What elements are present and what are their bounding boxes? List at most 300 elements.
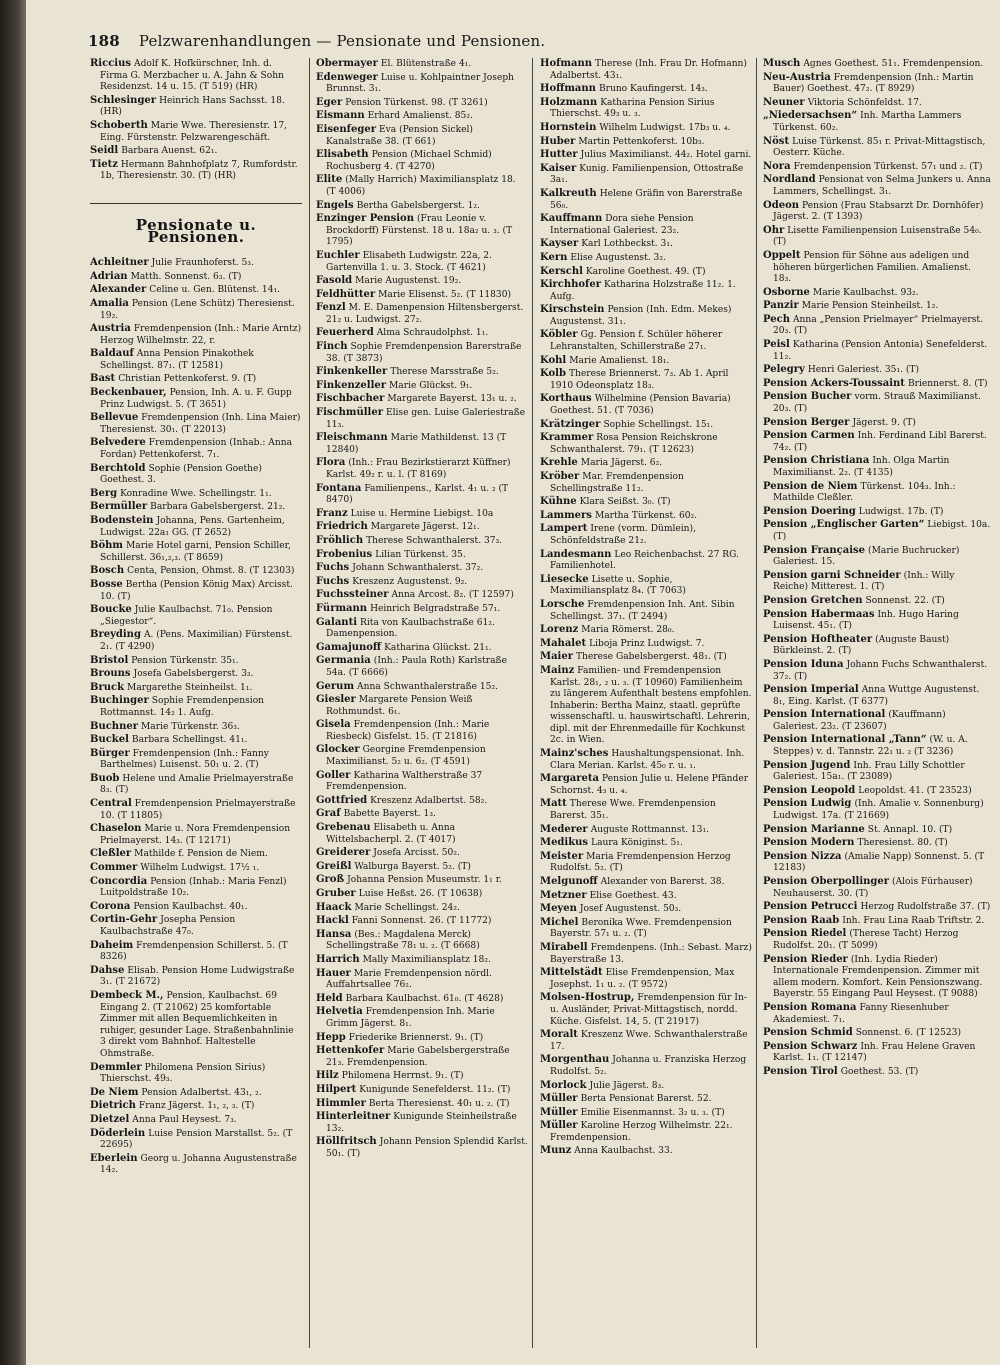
- list-item: [316, 562, 528, 575]
- entry-name: Pension Iduna: [763, 658, 844, 670]
- entry-name: Fischmüller: [316, 407, 383, 419]
- entry-details: Josefa Arcisst. 50₂.: [373, 848, 460, 859]
- entry-name: Commer: [90, 862, 138, 874]
- list-item: [763, 378, 991, 391]
- list-item: [90, 257, 302, 270]
- column-3: [540, 58, 752, 1358]
- entry-details: (Inh.: Paula Roth) Karlstraße 54a. (T 6666): [326, 656, 507, 678]
- list-item: [763, 455, 991, 479]
- entry-name: Pension Oberpollinger: [763, 876, 890, 887]
- list-item: [90, 145, 302, 158]
- entry-details: Herzog Rudolfstraße 37. (T): [860, 902, 991, 913]
- entry-details: Therese Marsstraße 5₂.: [390, 367, 499, 378]
- entry-name: Pension Rieder: [763, 953, 848, 965]
- entry-details: Briennerst. 8. (T): [907, 378, 988, 389]
- entry-name: Panzir: [763, 300, 799, 312]
- list-item: [316, 58, 528, 71]
- entry-details: (Therese Tacht) Herzog Rudolfst. 20₁. (T 5099): [773, 929, 959, 951]
- list-item: [316, 1045, 528, 1069]
- list-item: [316, 432, 528, 456]
- entry-name: Pension Petrucci: [763, 901, 858, 913]
- entry-details: Margarethe Steinheilst. 1₁.: [127, 682, 253, 693]
- entry-details: Beronika Wwe. Fremdenpension Bayerstr. 57₁ u. ₂. (T): [550, 917, 732, 940]
- list-item: [763, 851, 991, 875]
- list-item: [540, 97, 752, 121]
- entry-name: Haack: [316, 901, 352, 913]
- list-item: [540, 992, 752, 1028]
- entry-details: Katharina Waltherstraße 37 Fremdenpension.: [326, 770, 483, 793]
- list-item: [316, 200, 528, 213]
- list-item: [316, 822, 528, 846]
- entry-details: Julie Kaulbachst. 71₀. Pension „Siegestor“.: [100, 605, 273, 627]
- entry-details: Heinrich Hans Sachsst. 18. (HR): [100, 95, 285, 118]
- entry-name: Michel: [540, 916, 579, 928]
- list-item: [316, 213, 528, 249]
- list-item: [316, 1136, 528, 1160]
- entry-details: Wilhelm Ludwigst. 17b₃ u. ₄.: [599, 122, 731, 133]
- list-item: [763, 1066, 991, 1079]
- entry-details: Liebigst. 10a. (T): [773, 520, 991, 542]
- entry-details: Pension Julie u. Helene Pfänder Schornst. 4₃ u. ₄.: [550, 774, 749, 796]
- list-item: [763, 595, 991, 608]
- entry-details: Therese Gabelsbergerst. 48₁. (T): [575, 652, 727, 663]
- entry-name: Kayser: [540, 238, 579, 250]
- list-item: [90, 901, 302, 914]
- entry-name: Fuchs: [316, 562, 350, 574]
- entry-details: Pension Kaulbachst. 40₁.: [133, 901, 248, 912]
- entry-details: Theresienst. 80. (T): [857, 838, 948, 849]
- list-item: [90, 668, 302, 681]
- list-item: [90, 748, 302, 772]
- entry-details: Friederike Briennerst. 9₁. (T): [348, 1032, 484, 1043]
- entry-name: Kerschl: [540, 265, 583, 277]
- list-item: [90, 721, 302, 734]
- list-item: [90, 323, 302, 347]
- entry-details: Elise Augustenst. 3₂.: [570, 252, 666, 263]
- entry-details: Pension, Inh. A. u. F. Gupp Prinz Ludwigst. 5. (T 3651): [100, 388, 292, 410]
- list-item: [90, 940, 302, 964]
- entry-details: Eva (Pension Sickel) Kanalstraße 38. (T 661): [326, 124, 473, 147]
- entry-details: Hermann Bahnhofplatz 7, Rumfordstr. 1b, Theresienstr. 30. (T) (HR): [100, 159, 298, 182]
- list-item: [763, 915, 991, 928]
- list-item: [763, 136, 991, 160]
- list-item: [540, 238, 752, 251]
- entry-name: Pension Carmen: [763, 430, 855, 442]
- column-4: [763, 58, 991, 1358]
- list-item: [90, 876, 302, 900]
- entry-details: Anna Arcost. 8₂. (T 12597): [391, 590, 514, 601]
- list-item: [316, 861, 528, 874]
- list-item: [316, 124, 528, 148]
- list-item: [90, 463, 302, 487]
- entry-details: Auguste Rottmannst. 13₁.: [590, 824, 709, 835]
- entry-details: (Bes.: Magdalena Merck) Schellingstraße 78₁ u. ₂. (T 6668): [326, 929, 480, 952]
- entry-name: Pension Nizza: [763, 850, 842, 862]
- list-item: [540, 393, 752, 417]
- list-item: [316, 302, 528, 326]
- entry-name: Pension Raab: [763, 914, 840, 926]
- entry-details: Helene und Amalie Prielmayerstraße 8₃. (T): [100, 773, 294, 796]
- list-item: [763, 785, 991, 798]
- entry-name: Hoffmann: [540, 83, 596, 95]
- list-item: [316, 968, 528, 992]
- list-item: [90, 798, 302, 822]
- entry-details: Sophie Fremdenpension Rottmannst. 14₂ 1. Aufg.: [100, 696, 265, 718]
- entry-details: Pension Türkenstr. 35₁.: [131, 655, 239, 666]
- list-item: [90, 848, 302, 861]
- list-item: [316, 719, 528, 743]
- list-item: [540, 798, 752, 822]
- entry-name: Breyding: [90, 629, 141, 641]
- list-item: [540, 837, 752, 850]
- list-item: [316, 795, 528, 808]
- entry-details: Katharina Holzstraße 11₂. 1. Aufg.: [550, 280, 736, 302]
- entry-name: Lorenz: [540, 624, 579, 636]
- list-item: [763, 734, 991, 758]
- list-item: [540, 1080, 752, 1093]
- list-item: [763, 609, 991, 633]
- entry-details: Inh. Ferdinand Libl Barerst. 74₂. (T): [773, 431, 987, 453]
- entry-name: Belvedere: [90, 437, 146, 449]
- entry-details: (Marie Buchrucker) Galeriest. 15.: [773, 545, 960, 568]
- list-item: [540, 266, 752, 279]
- entry-details: Gg. Pension f. Schüler höherer Lehranstalten, Schillerstraße 27₁.: [550, 330, 723, 353]
- entry-name: Frobenius: [316, 548, 373, 560]
- entry-details: Emilie Eisenmannst. 3₂ u. ₃. (T): [580, 1107, 725, 1118]
- list-item: [316, 327, 528, 340]
- entry-name: Germania: [316, 655, 371, 667]
- entry-name: Müller: [540, 1093, 578, 1105]
- entry-name: Pension Jugend: [763, 759, 851, 771]
- list-item: [90, 488, 302, 501]
- list-item: [763, 876, 991, 900]
- list-item: [763, 339, 991, 363]
- entry-details: Berta Pensionat Barerst. 52.: [580, 1094, 712, 1105]
- entry-name: Nöst: [763, 135, 790, 147]
- entry-name: Pension Christiana: [763, 455, 870, 467]
- entry-name: Pension de Niem: [763, 480, 858, 492]
- list-item: [540, 213, 752, 237]
- entry-details: Marie Fremdenpension nördl. Auffahrtsallee 76₂.: [326, 968, 492, 991]
- list-item: [763, 901, 991, 914]
- entry-details: vorm. Strauß Maximilianst. 20₃. (T): [773, 392, 981, 415]
- list-item: [540, 510, 752, 523]
- column-1: [90, 58, 302, 1358]
- entry-name: Mittelstädt: [540, 967, 603, 979]
- entry-name: Pension International „Tann“: [763, 734, 927, 746]
- list-item: [763, 545, 991, 569]
- entry-details: Heinrich Belgradstraße 57₁.: [370, 603, 501, 614]
- entry-details: Kreszenz Adalbertst. 58₂.: [370, 795, 488, 806]
- entry-details: Wilhelmine (Pension Bavaria) Goethest. 51. (T 7036): [550, 394, 731, 417]
- entry-name: Ohr: [763, 224, 785, 236]
- entry-name: Munz: [540, 1145, 572, 1157]
- list-item: [316, 380, 528, 393]
- entry-details: Laura Königinst. 5₁.: [591, 838, 683, 849]
- list-item: [316, 694, 528, 718]
- list-item: [316, 275, 528, 288]
- entry-details: Therese Schwanthalerst. 37₃.: [366, 535, 503, 546]
- entry-name: Kirchhofer: [540, 279, 601, 291]
- list-item: [540, 523, 752, 547]
- entry-name: Landesmann: [540, 548, 612, 560]
- entry-name: Nordland: [763, 174, 816, 186]
- entry-details: Walburga Bayerst. 5₂. (T): [354, 861, 471, 872]
- entry-details: Elisab. Pension Home Ludwigstraße 3₁. (T 21672): [100, 965, 295, 988]
- entry-details: Anna Paul Heysest. 7₃.: [132, 1114, 237, 1125]
- entry-name: Müller: [540, 1120, 578, 1132]
- running-title: Pelzwarenhandlungen — Pensionate und Pensionen.: [138, 32, 546, 50]
- list-item: [540, 824, 752, 837]
- entry-name: Pension Habermaas: [763, 608, 875, 620]
- entry-name: Gruber: [316, 888, 356, 899]
- entry-details: Fremdenpension Inh. Ant. Sibin Schellingst. 37₁. (T 2494): [550, 599, 735, 622]
- entry-details: Elise Fremdenpension, Max Josephst. 1₁ u. ₂. (T 9572): [550, 968, 735, 990]
- entry-details: Katharina Glückst. 21₁.: [384, 642, 492, 653]
- entry-name: Mainz'sches: [540, 748, 609, 760]
- list-item: [763, 161, 991, 174]
- entry-details: Bertha (Pension König Max) Arcisst. 10. (T): [100, 579, 293, 602]
- entry-name: Peisl: [763, 339, 790, 351]
- entry-name: Austria: [90, 323, 131, 335]
- entry-name: Riccius: [90, 58, 131, 69]
- entry-details: Elisabeth u. Anna Wittelsbacherpl. 2. (T 4017): [326, 823, 456, 845]
- list-item: [316, 1098, 528, 1111]
- entry-details: Marie Kaulbachst. 93₂.: [812, 287, 919, 298]
- list-item: [90, 914, 302, 938]
- list-item: [316, 549, 528, 562]
- entry-details: Philomena Herrnst. 9₁. (T): [341, 1071, 464, 1082]
- list-item: [90, 965, 302, 989]
- entry-details: Fremdenpension (Inh.: Marie Riesbeck) Gisfelst. 15. (T 21816): [326, 720, 490, 742]
- list-item: [763, 760, 991, 784]
- list-item: [316, 847, 528, 860]
- list-item: [90, 655, 302, 668]
- list-item: [90, 284, 302, 297]
- entry-details: Pension (Lene Schütz) Theresienst. 19₂.: [100, 298, 295, 321]
- entry-name: Buckel: [90, 734, 129, 746]
- entry-details: Liboja Prinz Ludwigst. 7.: [589, 638, 705, 649]
- entry-name: Pension Française: [763, 544, 866, 556]
- entry-name: Pelegry: [763, 364, 805, 376]
- entry-name: Fenzl: [316, 302, 346, 314]
- entry-details: Klara Seißst. 3₀. (T): [579, 497, 671, 508]
- entry-name: Müller: [540, 1106, 578, 1118]
- list-item: [90, 1062, 302, 1086]
- entry-name: Pension Schmid: [763, 1027, 853, 1039]
- pension-list-col3: [540, 58, 752, 1158]
- entry-details: Türkenst. 104₃. Inh.: Mathilde Cleßler.: [773, 481, 956, 504]
- list-item: [763, 506, 991, 519]
- entry-name: Achleitner: [90, 257, 149, 269]
- entry-name: Fontana: [316, 482, 362, 494]
- entry-name: Greißl: [316, 860, 352, 872]
- entry-name: Boucke: [90, 604, 132, 616]
- entry-name: Beckenbauer,: [90, 387, 167, 399]
- list-item: [763, 634, 991, 658]
- entry-details: Mar. Fremdenpension Schellingstraße 11₂.: [550, 472, 684, 494]
- entry-details: (Alois Fürhauser) Neuhauserst. 30. (T): [773, 877, 973, 899]
- list-item: [540, 624, 752, 637]
- list-item: [763, 72, 991, 96]
- list-item: [316, 888, 528, 901]
- list-item: [316, 97, 528, 110]
- entry-details: Inh. Frau Lina Raab Triftstr. 2.: [842, 915, 985, 926]
- entry-name: Schlesinger: [90, 94, 157, 106]
- entry-name: Bermüller: [90, 501, 148, 513]
- entry-name: Berchtold: [90, 462, 146, 474]
- column-2: [316, 58, 528, 1358]
- entry-name: Hofmann: [540, 58, 593, 69]
- entry-details: Margarete Bayerst. 13₁ u. ₂.: [387, 394, 517, 405]
- entry-name: Hinterleitner: [316, 1111, 391, 1123]
- entry-details: Martha Türkenst. 60₂.: [594, 510, 698, 521]
- entry-details: Fremdenpension (Inh.: Martin Bauer) Goethest. 47₂. (T 8929): [773, 72, 974, 95]
- list-item: [316, 289, 528, 302]
- list-item: [540, 457, 752, 470]
- entry-details: Karoline Herzog Wilhelmstr. 22₁. Fremdenpension.: [550, 1121, 733, 1143]
- entry-details: Helene Gräfin von Barerstraße 56₀.: [550, 188, 743, 211]
- entry-details: Wilhelm Ludwigst. 17½ ₁.: [140, 863, 260, 874]
- list-item: [90, 437, 302, 461]
- entry-name: Buchner: [90, 720, 138, 732]
- entry-details: Sonnenst. 22. (T): [865, 595, 945, 606]
- entry-details: (W. u. A. Steppes) v. d. Tannstr. 22₁ u. ₂ (T 3236): [773, 735, 968, 758]
- entry-details: Marie u. Nora Fremdenpension Prielmayerst. 14₃. (T 12171): [100, 824, 291, 846]
- entry-name: Baldauf: [90, 348, 134, 360]
- entry-name: Pension Modern: [763, 837, 855, 849]
- entry-name: Krehle: [540, 457, 578, 469]
- list-item: [540, 329, 752, 353]
- entry-details: Familienpens., Karlst. 4₁ u. ₂ (T 8470): [326, 483, 509, 506]
- fur-dealers-list: [90, 58, 302, 183]
- list-item: [763, 928, 991, 952]
- list-item: [763, 250, 991, 286]
- list-item: [90, 412, 302, 436]
- entry-name: Lorsche: [540, 598, 585, 610]
- pension-list-col1: [90, 257, 302, 1177]
- list-item: [316, 808, 528, 821]
- list-item: [540, 748, 752, 772]
- entry-details: Pension (Michael Schmid) Rochusberg 4. (T 4270): [326, 150, 492, 172]
- entry-details: Mathilde f. Pension de Niem.: [134, 849, 268, 860]
- entry-name: Hilz: [316, 1070, 339, 1082]
- entry-name: Kirschstein: [540, 304, 605, 316]
- list-item: [540, 1093, 752, 1106]
- entry-name: Mirabell: [540, 941, 588, 953]
- entry-name: Pension Berger: [763, 416, 850, 428]
- list-item: [763, 97, 991, 110]
- entry-name: Metzner: [540, 889, 587, 901]
- list-item: [90, 1114, 302, 1127]
- entry-details: Josef Augustenst. 50₃.: [579, 904, 682, 915]
- entry-details: Marie Amalienst. 18₁.: [569, 355, 670, 366]
- list-item: [316, 954, 528, 967]
- list-item: [540, 136, 752, 149]
- entry-details: Alexander von Barerst. 38.: [600, 877, 725, 887]
- entry-name: Pension Ackers-Toussaint: [763, 377, 905, 389]
- entry-details: Elise gen. Luise Galeriestraße 11₃.: [326, 408, 526, 430]
- list-item: [316, 642, 528, 655]
- entry-details: Barbara Schellingst. 41₁.: [131, 735, 248, 746]
- entry-details: Julius Maximilianst. 44₂. Hotel garni.: [580, 150, 752, 161]
- book-binding: [0, 0, 26, 1365]
- entry-name: Kalkreuth: [540, 187, 597, 199]
- entry-name: Korthaus: [540, 393, 592, 405]
- entry-name: Pension Gretchen: [763, 594, 863, 606]
- entry-name: Eger: [316, 96, 343, 108]
- entry-name: Bürger: [90, 747, 130, 759]
- list-item: [763, 684, 991, 708]
- list-item: [316, 929, 528, 953]
- list-item: [90, 271, 302, 284]
- entry-details: Marie Schellingst. 24₂.: [354, 902, 460, 913]
- list-item: [90, 387, 302, 411]
- entry-details: Fremdenpension (Inh.: Fanny Barthelmes) Luisenst. 50₁ u. 2. (T): [100, 748, 269, 771]
- list-item: [763, 58, 991, 71]
- list-item: [90, 373, 302, 386]
- entry-name: Bosse: [90, 578, 123, 590]
- list-item: [316, 110, 528, 123]
- list-item: [540, 773, 752, 797]
- entry-name: Hansa: [316, 928, 352, 940]
- list-item: [763, 300, 991, 313]
- entry-name: Oppelt: [763, 249, 801, 261]
- entry-details: (Frau Leonie v. Brockdorff) Fürstenst. 18 u. 18a₂ u. ₃. (T 1795): [326, 214, 513, 248]
- list-item: [540, 851, 752, 875]
- entry-details: Elisabeth Ludwigstr. 22a, 2. Gartenvilla 1. u. 3. Stock. (T 4621): [326, 250, 492, 273]
- entry-name: Dahse: [90, 964, 125, 976]
- entry-details: Karl Lothbeckst. 3₁.: [581, 239, 673, 250]
- entry-details: Fremdenpension Türkenst. 57₁ und ₂. (T): [793, 161, 983, 172]
- entry-details: Adolf K. Hofkürschner, Inh. d. Firma G. Merzbacher u. A. Jahn & Sohn Residenzst. 14 u. 15. (T 519) (HR): [100, 59, 284, 93]
- list-item: [763, 709, 991, 733]
- entry-name: Bodenstein: [90, 515, 154, 526]
- entry-details: Pension für Söhne aus adeligen und höheren bürgerlichen Familien. Amalienst. 18₃.: [773, 250, 971, 285]
- list-item: [316, 874, 528, 887]
- entry-details: Luise Pension Marstallst. 5₂. (T 22695): [100, 1128, 293, 1151]
- list-item: [540, 432, 752, 456]
- entry-details: Agnes Goethest. 51₁. Fremdenpension.: [803, 59, 984, 69]
- entry-details: (Inh.: Willy Reiche) Mitterest. 1. (T): [773, 570, 955, 593]
- list-item: [90, 348, 302, 372]
- list-item: [540, 122, 752, 135]
- entry-name: Döderlein: [90, 1127, 146, 1139]
- entry-details: Fremdenpension Prielmayerstraße 10. (T 11805): [100, 799, 296, 821]
- entry-details: Pension Türkenst. 98. (T 3261): [345, 97, 488, 108]
- entry-details: Luise Türkenst. 85₁ r. Privat-Mittagstisch, Oesterr. Küche.: [773, 136, 986, 159]
- entry-details: Julie Fraunhoferst. 5₃.: [151, 258, 254, 269]
- entry-name: Fasold: [316, 275, 353, 287]
- list-item: [763, 430, 991, 454]
- list-item: [540, 1120, 752, 1144]
- entry-details: Haushaltungspensionat. Inh. Clara Merian. Karlst. 45₀ r. u. ₁.: [550, 749, 745, 771]
- entry-details: Lisette Familienpension Luisenstraße 54₀. (T): [773, 225, 982, 248]
- entry-details: Maria Fremdenpension Herzog Rudolfst. 5₂. (T): [550, 851, 731, 874]
- entry-name: Pension Schwarz: [763, 1040, 858, 1052]
- list-item: [316, 341, 528, 365]
- entry-name: Demmler: [90, 1061, 142, 1073]
- list-item: [540, 496, 752, 509]
- entry-name: Moralt: [540, 1029, 578, 1041]
- list-item: [763, 391, 991, 415]
- list-item: [763, 1027, 991, 1040]
- entry-name: Tietz: [90, 158, 118, 170]
- entry-name: Hepp: [316, 1031, 346, 1043]
- list-item: [540, 252, 752, 265]
- list-item: [316, 149, 528, 173]
- entry-name: Goller: [316, 769, 351, 781]
